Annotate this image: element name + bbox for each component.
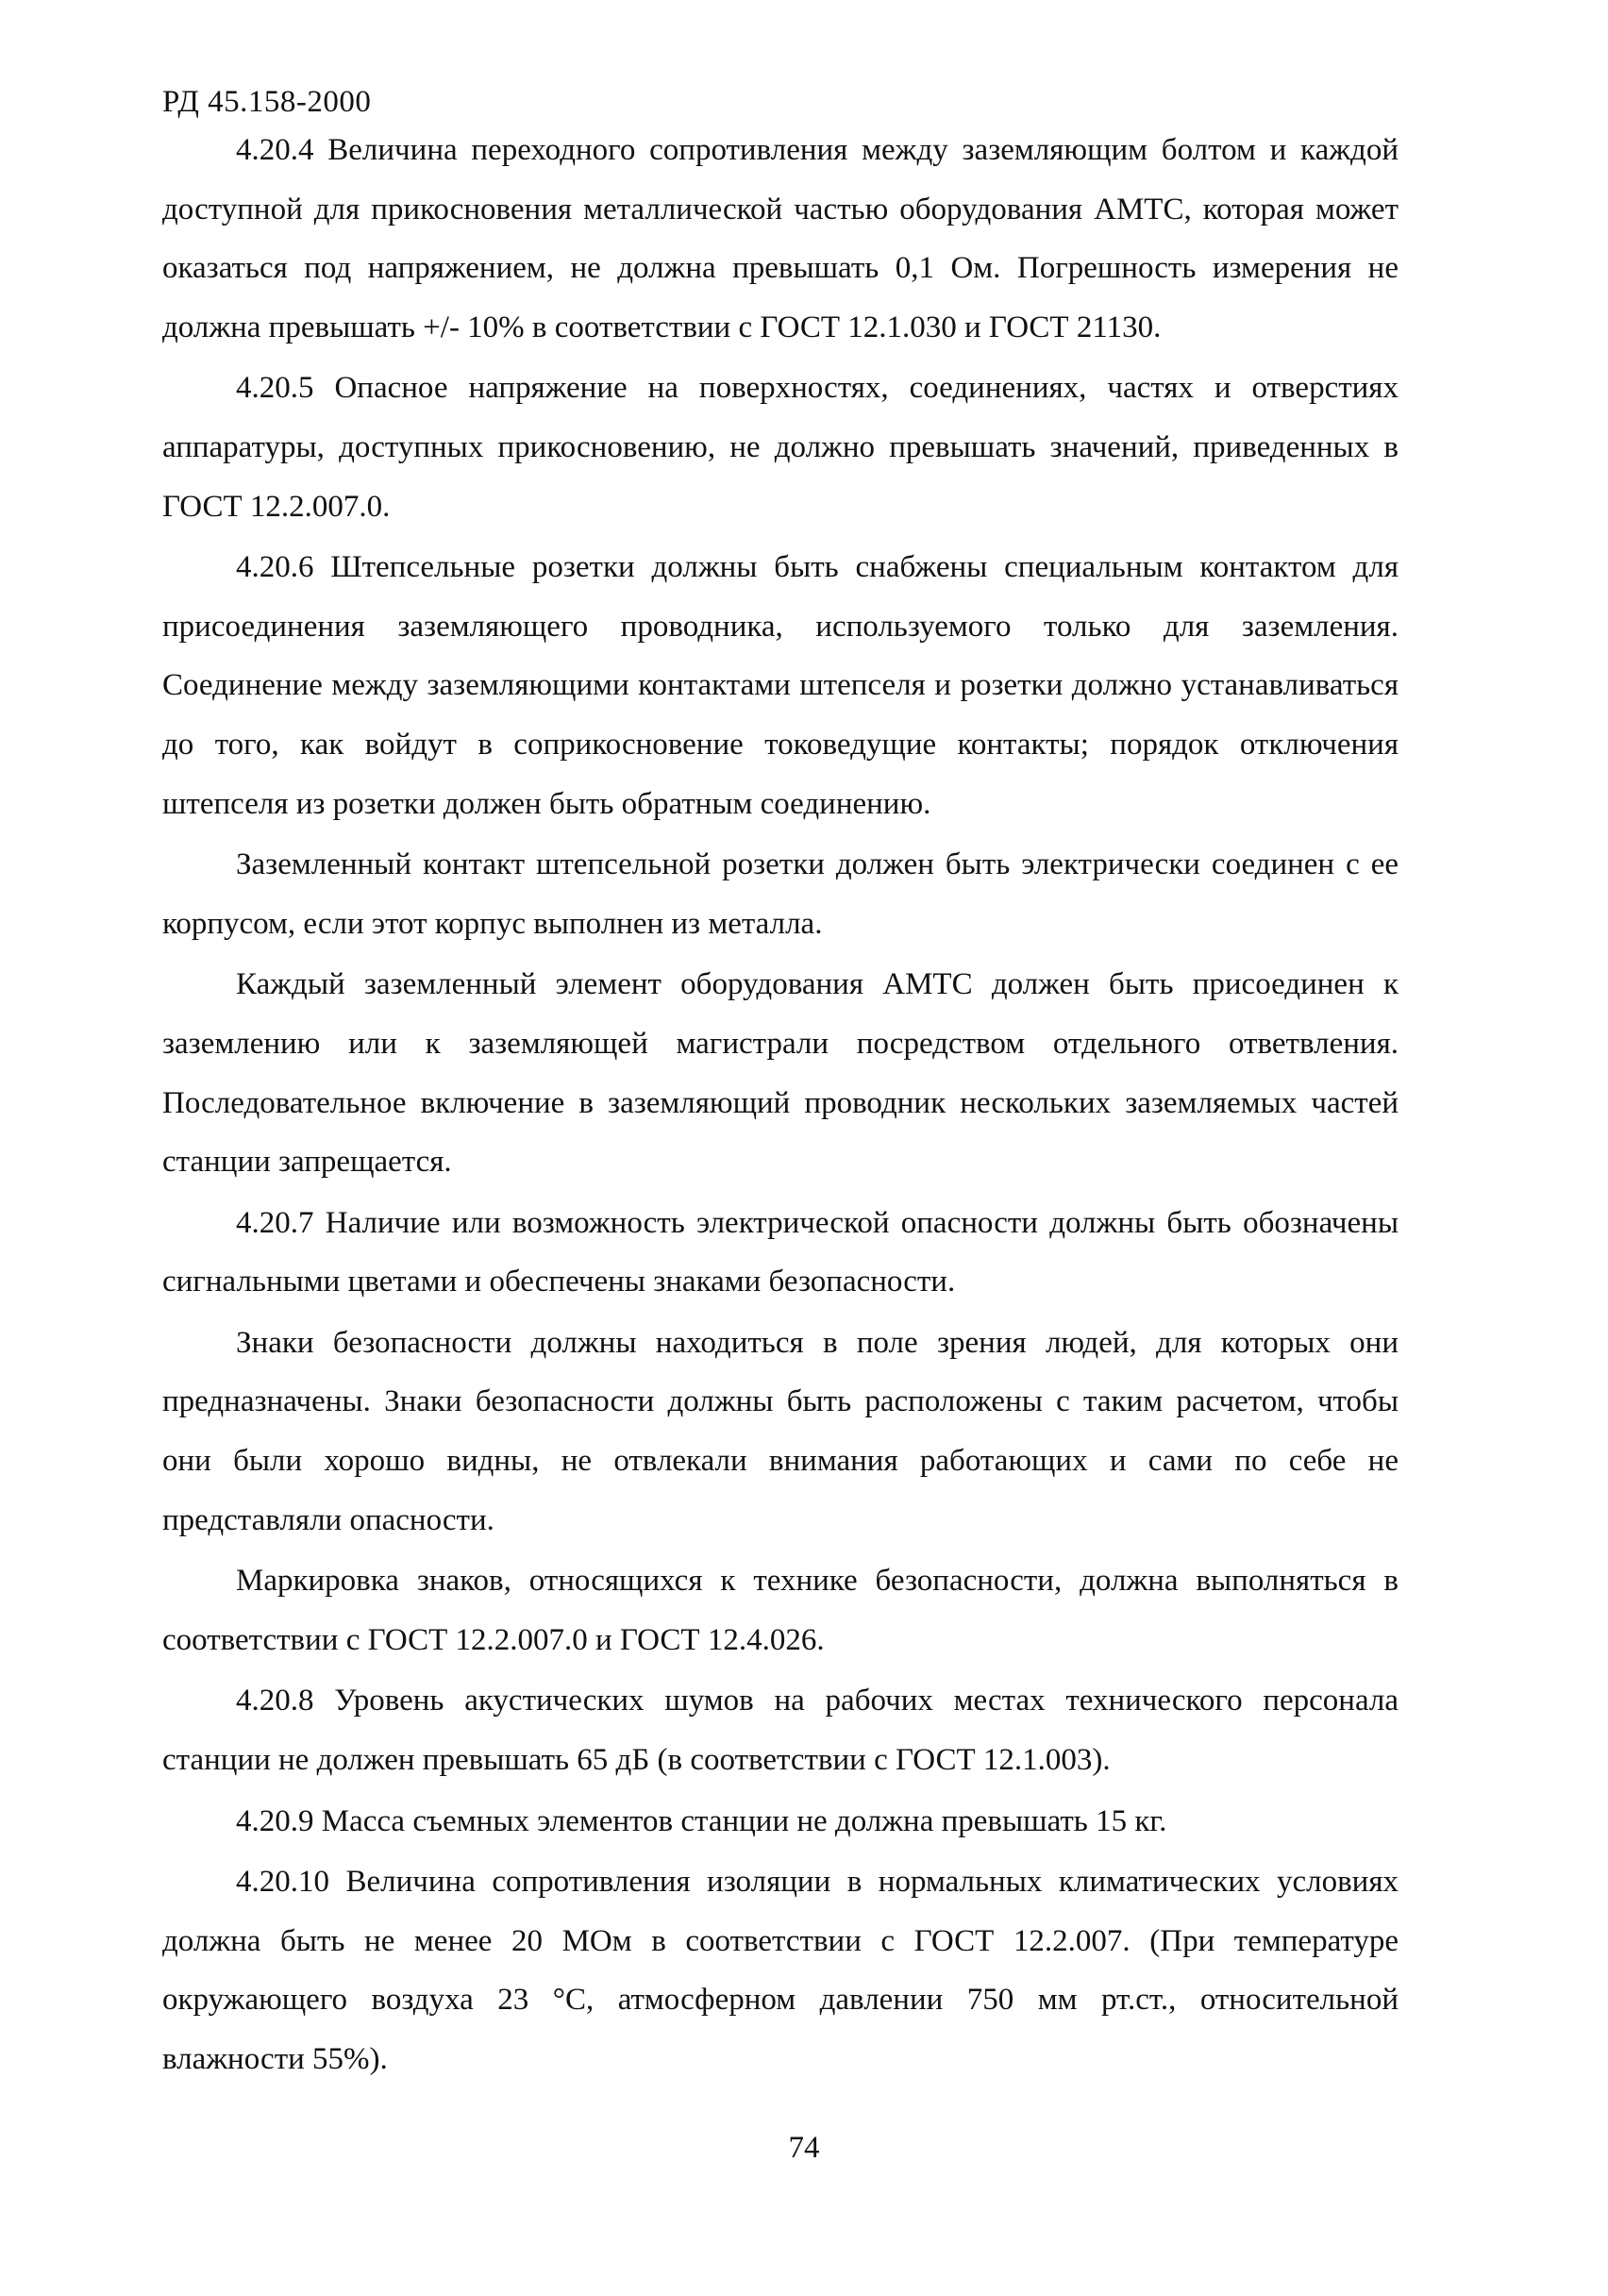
paragraph-4-20-10: 4.20.10 Величина сопротивления изоляции в нормальных климатических условиях должна быть не менее 20 МОм в соответствии с ГОСТ 12.2.007. (При температуре окружающего воздуха 23 °С, атмосферном давлении 750 мм рт.ст., относительной влажности 55%). — [162, 1865, 1399, 2076]
paragraph-4-20-4: 4.20.4 Величина переходного сопротивления между заземляющим болтом и каждой доступной для прикосновения металлической частью оборудования АМТС, которая может оказаться под напряжением, не должна превышать 0,1 Ом. Погрешность измерения не должна превышать +/- 10% в соответствии с ГОСТ 12.1.030 и ГОСТ 21130. — [162, 133, 1399, 344]
paragraph-grounded-element: Каждый заземленный элемент оборудования АМТС должен быть присоединен к заземлению или к заземляющей магистрали посредством отдельного ответвления. Последовательное включение в заземляющий проводник нескольких заземляемых частей станции запрещается. — [162, 967, 1399, 1180]
page-number: 74 — [788, 2131, 820, 2165]
document-id-header: РД 45.158-2000 — [162, 85, 372, 119]
paragraph-4-20-6: 4.20.6 Штепсельные розетки должны быть снабжены специальным контактом для присоединения заземляющего проводника, используемого только для заземления. Соединение между заземляющими контактами штепселя и розетки должно устанавливаться до того, как войдут в соприкосновение токоведущие контакты; порядок отключения штепселя из розетки должен быть обратным соединению. — [162, 550, 1399, 821]
paragraph-4-20-5: 4.20.5 Опасное напряжение на поверхностях, соединениях, частях и отверстиях аппаратуры, доступных прикосновению, не должно превышать значений, приведенных в ГОСТ 12.2.007.0. — [162, 371, 1399, 524]
document-body — [162, 121, 1399, 2091]
paragraph-4-20-7: 4.20.7 Наличие или возможность электрической опасности должны быть обозначены сигнальными цветами и обеспечены знаками безопасности. — [162, 1205, 1399, 1299]
paragraph-grounded-contact: Заземленный контакт штепсельной розетки должен быть электрически соединен с ее корпусом, если этот корпус выполнен из металла. — [162, 847, 1399, 941]
paragraph-4-20-8: 4.20.8 Уровень акустических шумов на рабочих местах технического персонала станции не должен превышать 65 дБ (в соответствии с ГОСТ 12.1.003). — [162, 1684, 1399, 1778]
paragraph-sign-marking: Маркировка знаков, относящихся к технике безопасности, должна выполняться в соответствии с ГОСТ 12.2.007.0 и ГОСТ 12.4.026. — [162, 1564, 1399, 1657]
paragraph-safety-signs: Знаки безопасности должны находиться в поле зрения людей, для которых они предназначены. Знаки безопасности должны быть расположены с таким расчетом, чтобы они были хорошо видны, не отвлекали внимания работающих и сами по себе не представляли опасности. — [162, 1325, 1399, 1537]
paragraph-4-20-9: 4.20.9 Масса съемных элементов станции не должна превышать 15 кг. — [236, 1803, 1167, 1838]
